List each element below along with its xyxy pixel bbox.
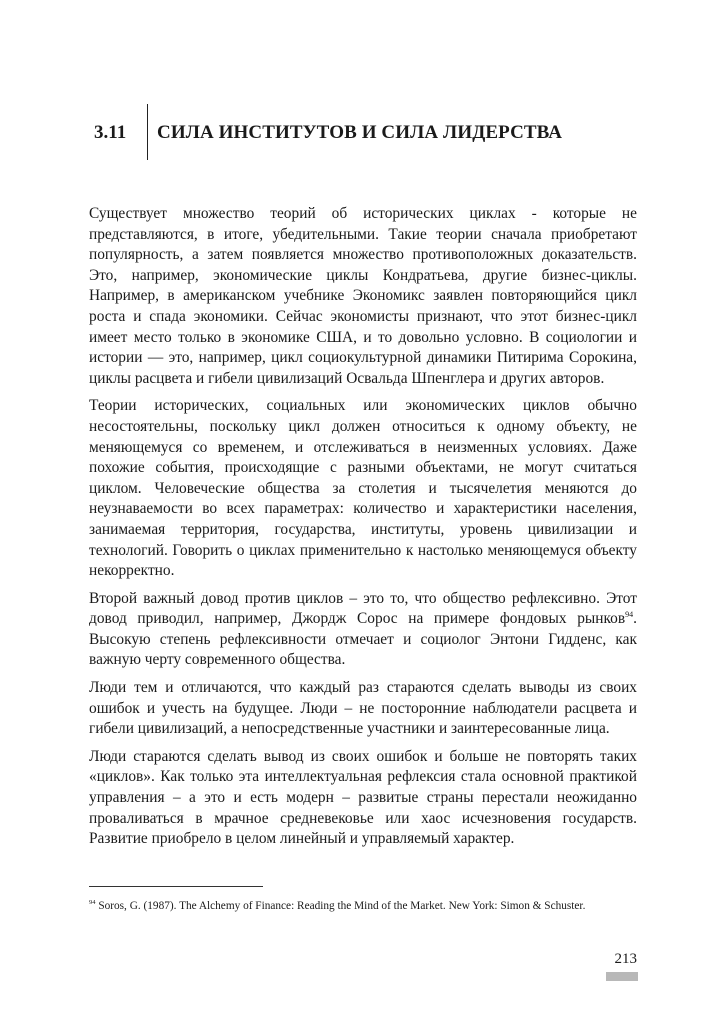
- body-text: [89, 204, 637, 857]
- heading-divider: [147, 104, 148, 160]
- paragraph-modern: Люди стараются сделать вывод из своих ошибок и больше не повторять таких «циклов». Как только эта интеллектуальная рефлексия стала основной практикой управления – а это и есть модерн – развитые страны перестали неожиданно проваливаться в мрачное средневековье или хаос исчезновения государств. Развитие приобрело в целом линейный и управляемый характер.: [89, 747, 637, 848]
- paragraph-cycles-theories: Существует множество теорий об исторических циклах - которые не представляются, в итоге, убедительными. Такие теории сначала приобретают популярность, а затем появляется множество противоположных доказательств. Это, например, экономические циклы Кондратьева, другие бизнес-циклы. Например, в американском учебнике Экономикс заявлен повторяющийся цикл роста и спада экономики. Сейчас экономисты признают, что этот бизнес-цикл имеет место только в экономике США, и то довольно условно. В социологии и истории — это, например, цикл социокультурной динамики Питирима Сорокина, циклы расцвета и гибели цивилизаций Освальда Шпенглера и других авторов.: [89, 205, 637, 387]
- footnote-divider: [89, 886, 263, 887]
- paragraph-reflexivity-part1: Второй важный довод против циклов – это то, что общество рефлексивно. Этот довод приводил, например, Джордж Сорос на примере фондовых рынков: [89, 589, 637, 628]
- paragraph-people-learn: Люди тем и отличаются, что каждый раз стараются сделать выводы из своих ошибок и учесть на будущее. Люди – не посторонние наблюдатели расцвета и гибели цивилизаций, а непосредственные участники и заинтересованные лица.: [89, 679, 637, 738]
- section-number: 3.11: [94, 122, 127, 143]
- footnote-mark: 94: [89, 899, 96, 907]
- paragraph-reflexivity-part2: . Высокую степень рефлексивности отмечает и социолог Энтони Гидденс, как важную черту современного общества.: [89, 610, 637, 669]
- footnote-reference[interactable]: 94: [625, 610, 634, 620]
- footnote-text: Soros, G. (1987). The Alchemy of Finance: Reading the Mind of the Market. New York: Simon & Schuster.: [95, 900, 586, 912]
- paragraph-reflexivity: [89, 589, 637, 671]
- paragraph-cycles-critique: Теории исторических, социальных или экономических циклов обычно несостоятельны, поскольку цикл должен относиться к одному объекту, не меняющемуся со временем, и отслеживаться в неизменных условиях. Даже похожие события, происходящие с разными объектами, не могут считаться циклом. Человеческие общества за столетия и тысячелетия меняются до неузнаваемости во всех параметрах: количество и характеристики населения, занимаемая территория, государства, институты, уровень цивилизации и технологий. Говорить о циклах применительно к настолько меняющемуся объекту некорректно.: [89, 397, 637, 580]
- page-number: 213: [614, 951, 637, 967]
- section-title: СИЛА ИНСТИТУТОВ И СИЛА ЛИДЕРСТВА: [157, 122, 563, 143]
- footnote: [89, 898, 637, 914]
- page-number-bar: [606, 972, 638, 981]
